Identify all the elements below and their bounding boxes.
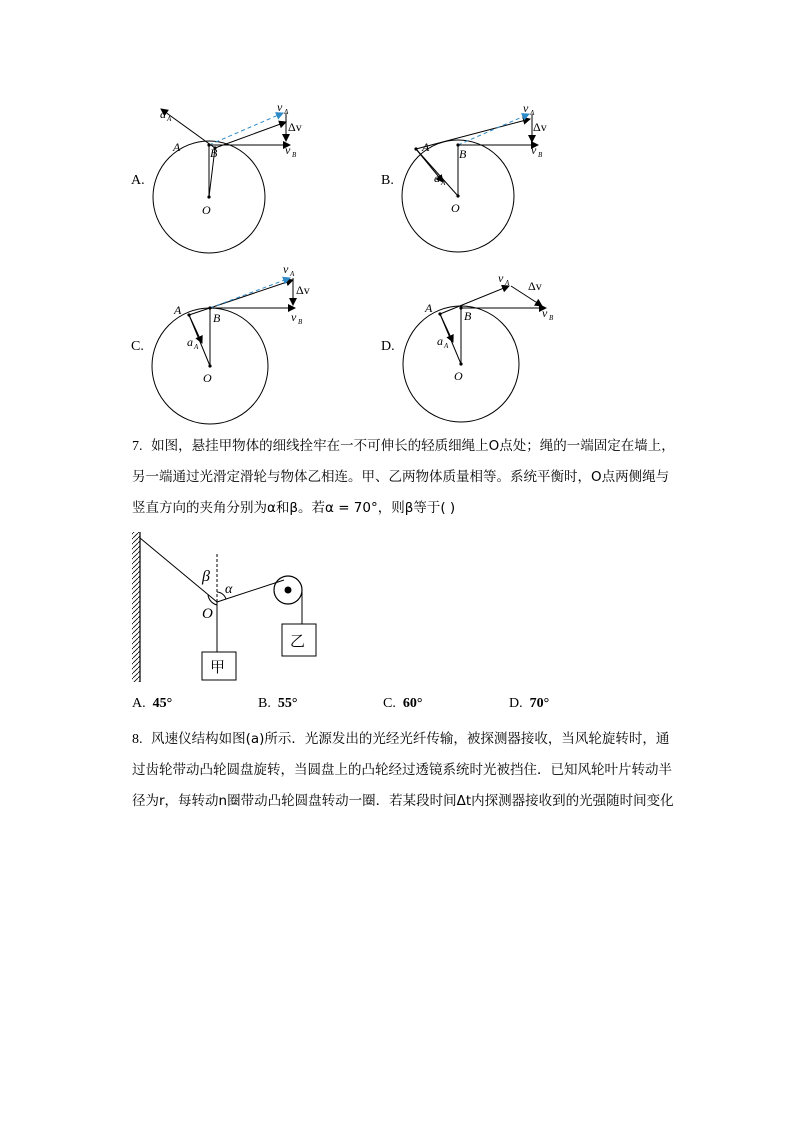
svg-text:v: v — [531, 143, 537, 157]
translated-va-arrow — [209, 113, 283, 145]
svg-text:A: A — [194, 343, 199, 351]
choice-7d-value: 70° — [529, 696, 550, 711]
svg-text:A: A — [173, 140, 181, 154]
svg-text:A: A — [444, 342, 449, 350]
question-7-text-1: 如图，悬挂甲物体的细线拴牢在一不可伸长的轻质细绳上O点处；绳的一端固定在墙上， — [151, 438, 675, 454]
svg-text:A: A — [530, 109, 535, 117]
svg-text:a: a — [187, 335, 193, 349]
question-8-line-2: 过齿轮带动凸轮圆盘旋转，当圆盘上的凸轮经过透镜系统时光被挡住．已知风轮叶片转动半 — [132, 762, 672, 778]
svg-text:Δv: Δv — [528, 279, 542, 293]
option-a-label: A. — [131, 173, 145, 188]
svg-text:O: O — [203, 371, 212, 385]
question-7-line-3: 竖直方向的夹角分别为α和β。若α = 70°，则β等于( ) — [132, 500, 456, 516]
option-b-label: B. — [381, 173, 394, 188]
svg-text:v: v — [523, 101, 529, 115]
svg-text:v: v — [277, 100, 283, 114]
svg-text:Δv: Δv — [288, 120, 302, 134]
question-8-text-1: 风速仪结构如图(a)所示．光源发出的光经光纤传输，被探测器接收，当风轮旋转时，通 — [151, 731, 670, 747]
option-d-label: D. — [381, 339, 395, 354]
option-b-figure — [398, 98, 568, 263]
svg-text:B: B — [298, 318, 303, 326]
svg-text:β: β — [202, 568, 210, 585]
option-a-figure — [150, 95, 320, 260]
choice-7a-letter: A. — [132, 696, 146, 711]
svg-text:O: O — [451, 201, 460, 215]
svg-text:v: v — [498, 271, 504, 285]
choice-7d[interactable] — [509, 696, 549, 712]
svg-text:a: a — [437, 334, 443, 348]
va-arrow — [215, 122, 286, 148]
svg-text:A: A — [422, 140, 430, 154]
choice-7b-value: 55° — [277, 696, 298, 711]
svg-text:B: B — [213, 311, 221, 325]
choice-7d-letter: D. — [509, 696, 523, 711]
choice-7a[interactable] — [132, 696, 172, 712]
question-7-number: 7. — [132, 439, 143, 454]
svg-text:Δv: Δv — [533, 120, 547, 134]
svg-text:A: A — [425, 301, 433, 315]
svg-text:v: v — [283, 262, 289, 276]
svg-text:A: A — [167, 115, 172, 123]
choice-7c-value: 60° — [402, 696, 423, 711]
choice-7c[interactable] — [383, 696, 422, 712]
question-7-line-1 — [132, 436, 675, 457]
svg-text:O: O — [202, 203, 211, 217]
svg-text:A: A — [505, 279, 510, 287]
svg-text:A: A — [284, 108, 289, 116]
option-d-figure — [398, 258, 573, 428]
svg-text:B: B — [292, 151, 297, 159]
svg-text:O: O — [202, 606, 213, 622]
choice-7a-value: 45° — [152, 696, 173, 711]
svg-text:B: B — [459, 147, 467, 161]
question-8-line-3: 径为r，每转动n圈带动凸轮圆盘转动一圈．若某段时间Δt内探测器接收到的光强随时间变化 — [132, 793, 674, 809]
svg-text:A: A — [290, 270, 295, 278]
svg-text:A: A — [174, 303, 182, 317]
pulley-axle — [285, 587, 292, 594]
choice-7b[interactable] — [258, 696, 297, 712]
svg-text:v: v — [291, 310, 297, 324]
svg-text:O: O — [454, 369, 463, 383]
option-c-figure — [150, 258, 325, 428]
svg-text:Δv: Δv — [296, 283, 310, 297]
question-7-line-2: 另一端通过光滑定滑轮与物体乙相连。甲、乙两物体质量相等。系统平衡时，O点两侧绳与 — [132, 469, 670, 485]
question-7-figure — [128, 528, 328, 688]
beta-arc — [208, 595, 217, 605]
svg-text:B: B — [549, 314, 554, 322]
svg-text:a: a — [434, 171, 440, 185]
svg-text:a: a — [160, 107, 166, 121]
option-c-label: C. — [131, 339, 144, 354]
svg-text:v: v — [542, 306, 548, 320]
svg-text:甲: 甲 — [210, 658, 226, 676]
svg-text:B: B — [464, 309, 472, 323]
svg-text:v: v — [285, 143, 291, 157]
question-8-number: 8. — [132, 732, 143, 747]
svg-text:B: B — [538, 151, 543, 159]
svg-text:B: B — [210, 146, 218, 160]
svg-text:乙: 乙 — [290, 632, 306, 650]
svg-text:A: A — [441, 179, 446, 187]
choice-7c-letter: C. — [383, 696, 396, 711]
svg-text:α: α — [225, 582, 233, 597]
wall-hatch — [132, 532, 140, 682]
choice-7b-letter: B. — [258, 696, 271, 711]
question-8-line-1 — [132, 729, 669, 750]
